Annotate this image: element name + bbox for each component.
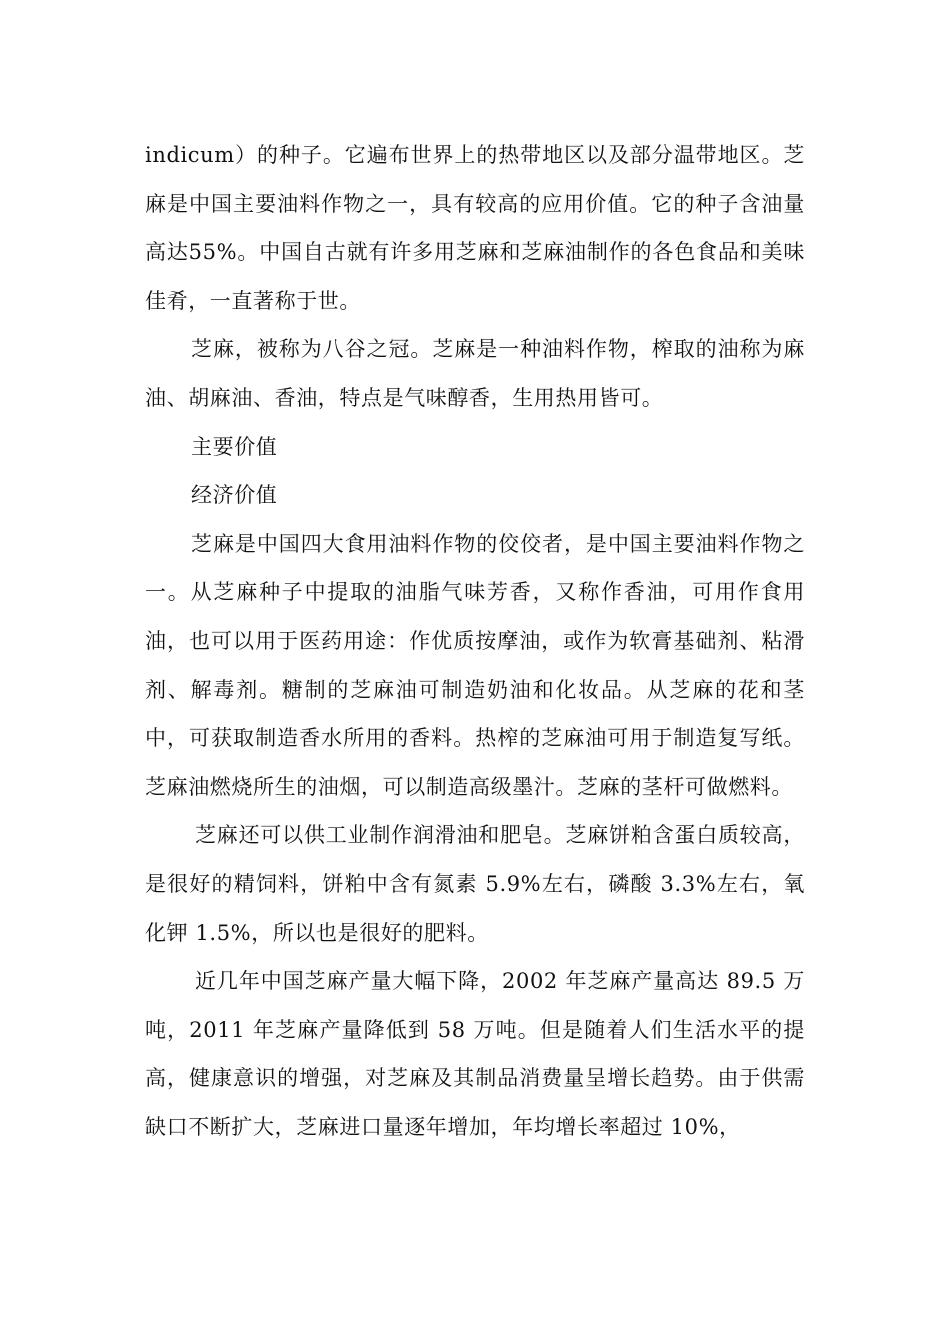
- paragraph-production-trends: 近几年中国芝麻产量大幅下降，2002 年芝麻产量高达 89.5 万吨，2011 年芝麻产量降低到 58 万吨。但是随着人们生活水平的提高，健康意识的增强，对芝麻及其制品消费量呈增长趋势。由于供需缺口不断扩大，芝麻进口量逐年增加，年均增长率超过 10%，: [145, 969, 805, 1139]
- heading-main-value: 主要价值: [191, 434, 278, 459]
- paragraph-oil-uses: 芝麻是中国四大食用油料作物的佼佼者，是中国主要油料作物之一。从芝麻种子中提取的油脂气味芳香，又称作香油，可用作食用油，也可以用于医药用途：作优质按摩油，或作为软膏基础剂、粘滑剂、解毒剂。糖制的芝麻油可制造奶油和化妆品。从芝麻的花和茎中，可获取制造香水所用的香料。热榨的芝麻油可用于制造复写纸。芝麻油燃烧所生的油烟，可以制造高级墨汁。芝麻的茎杆可做燃料。: [145, 531, 805, 799]
- document-body: [145, 131, 805, 1151]
- heading-economic-value: 经济价值: [191, 483, 278, 508]
- paragraph-industrial-uses: 芝麻还可以供工业制作润滑油和肥皂。芝麻饼粕含蛋白质较高，是很好的精饲料，饼粕中含有氮素 5.9%左右，磷酸 3.3%左右，氧化钾 1.5%，所以也是很好的肥料。: [145, 823, 805, 945]
- paragraph-eight-grains: 芝麻，被称为八谷之冠。芝麻是一种油料作物，榨取的油称为麻油、胡麻油、香油，特点是气味醇香，生用热用皆可。: [145, 337, 805, 410]
- paragraph-sesame-origin: indicum）的种子。它遍布世界上的热带地区以及部分温带地区。芝麻是中国主要油料作物之一，具有较高的应用价值。它的种子含油量高达55%。中国自古就有许多用芝麻和芝麻油制作的各色食品和美味佳肴，一直著称于世。: [145, 143, 805, 313]
